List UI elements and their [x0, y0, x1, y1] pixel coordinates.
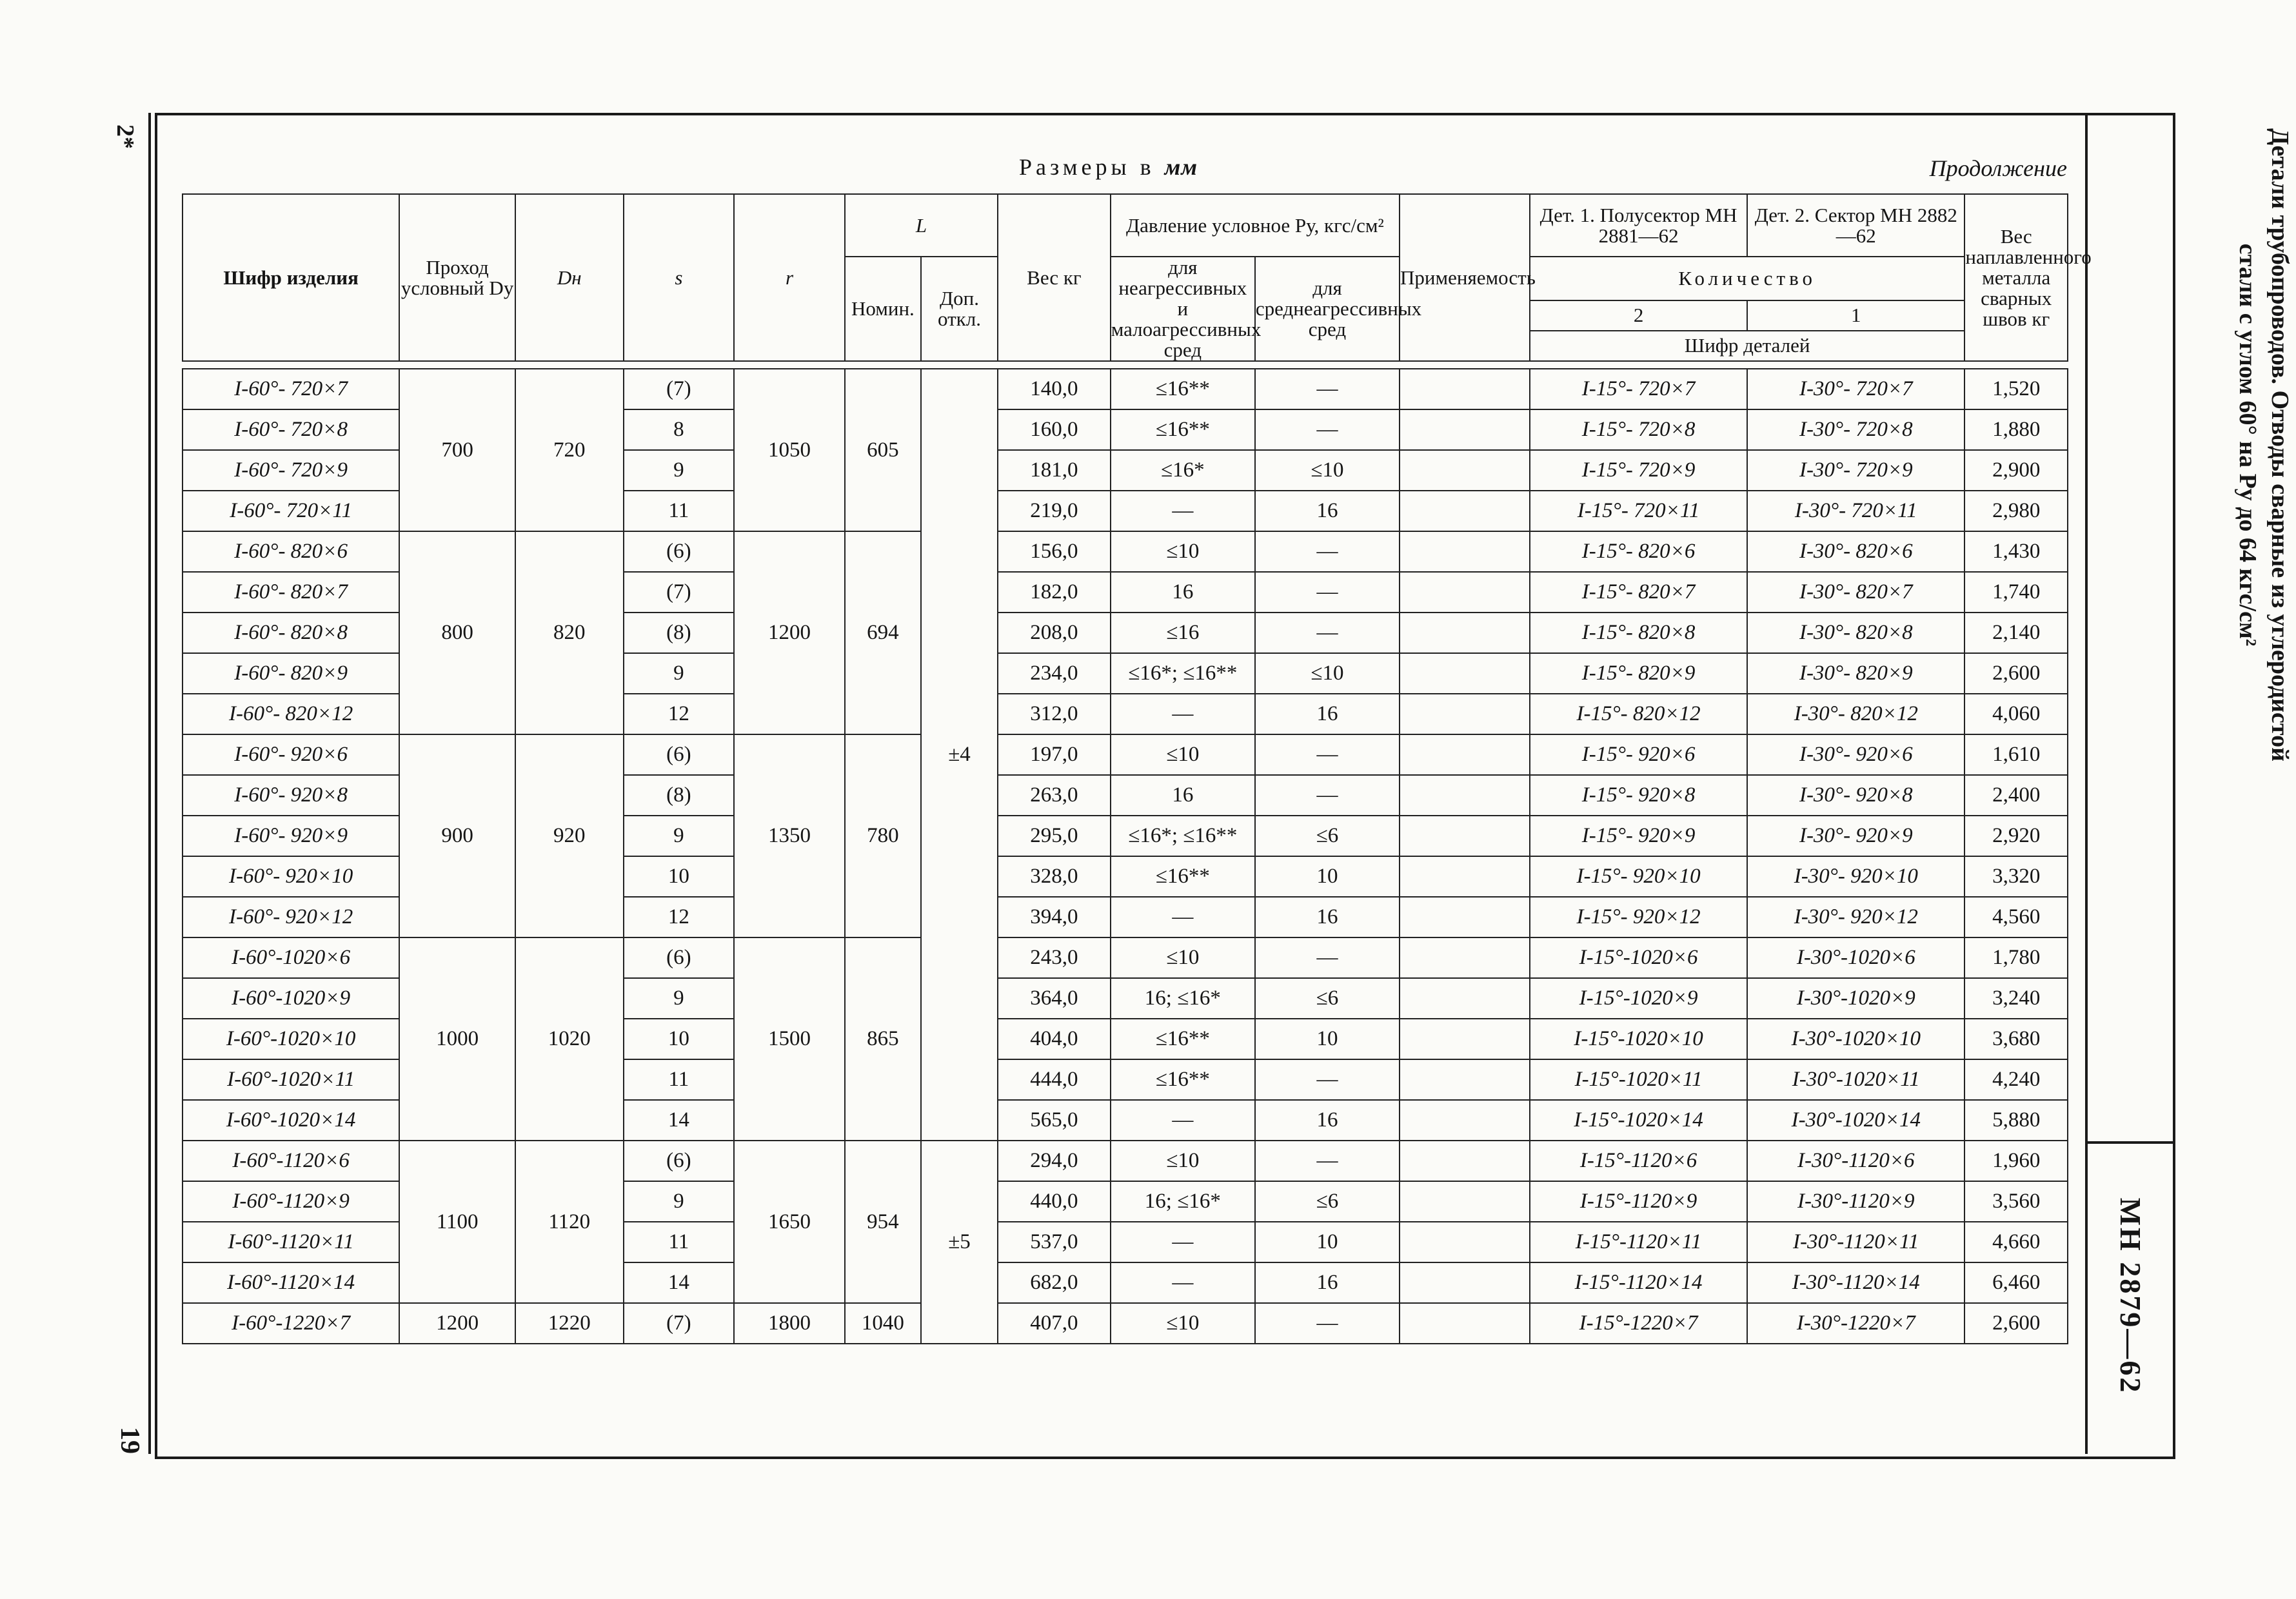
side-panel-divider — [2085, 1141, 2173, 1144]
cell-pressure-a: ≤10 — [1111, 531, 1255, 572]
cell-pressure-b: 16 — [1255, 1262, 1400, 1303]
cell-pressure-a: — — [1111, 694, 1255, 734]
cell-s: 12 — [624, 694, 735, 734]
cell-code: I-60°-1120×11 — [183, 1222, 399, 1262]
cell-weld: 6,460 — [1964, 1262, 2068, 1303]
cell-pressure-a: ≤10 — [1111, 1141, 1255, 1181]
cell-pressure-a: ≤16** — [1111, 369, 1255, 409]
header-pressure-b: для среднеагрессивных сред — [1255, 257, 1400, 361]
cell-dn: 720 — [515, 369, 624, 531]
cell-r: 1650 — [734, 1141, 845, 1303]
cell-dy: 1200 — [399, 1303, 515, 1344]
cell-det2: I-30°- 720×9 — [1747, 450, 1964, 491]
cell-applicability — [1400, 734, 1530, 775]
header-weight: Вес кг — [998, 194, 1111, 361]
cell-code: I-60°- 920×12 — [183, 897, 399, 937]
cell-det2: I-30°- 820×6 — [1747, 531, 1964, 572]
cell-applicability — [1400, 937, 1530, 978]
cell-code: I-60°- 920×9 — [183, 816, 399, 856]
cell-weight: 182,0 — [998, 572, 1111, 613]
cell-code: I-60°- 820×6 — [183, 531, 399, 572]
cell-det1: I-15°- 920×6 — [1530, 734, 1747, 775]
cell-pressure-a: 16 — [1111, 572, 1255, 613]
cell-dy: 700 — [399, 369, 515, 531]
cell-det1: I-15°- 820×7 — [1530, 572, 1747, 613]
cell-s: 14 — [624, 1100, 735, 1141]
cell-applicability — [1400, 369, 1530, 409]
cell-pressure-b: — — [1255, 1141, 1400, 1181]
cell-code: I-60°- 820×7 — [183, 572, 399, 613]
cell-det2: I-30°- 720×8 — [1747, 409, 1964, 450]
cell-weight: 682,0 — [998, 1262, 1111, 1303]
cell-det2: I-30°- 820×12 — [1747, 694, 1964, 734]
cell-det1: I-15°-1220×7 — [1530, 1303, 1747, 1344]
cell-weld: 2,600 — [1964, 653, 2068, 694]
cell-weight: 156,0 — [998, 531, 1111, 572]
cell-det1: I-15°- 920×9 — [1530, 816, 1747, 856]
header-L-nominal: Номин. — [845, 257, 921, 361]
cell-pressure-b: 10 — [1255, 1019, 1400, 1059]
cell-pressure-b: — — [1255, 1059, 1400, 1100]
cell-code: I-60°- 720×9 — [183, 450, 399, 491]
header-det2: Дет. 2. Сектор МН 2882—62 — [1747, 194, 1964, 257]
cell-weld: 1,520 — [1964, 369, 2068, 409]
cell-weight: 444,0 — [998, 1059, 1111, 1100]
cell-code: I-60°-1020×6 — [183, 937, 399, 978]
cell-det2: I-30°-1120×9 — [1747, 1181, 1964, 1222]
cell-pressure-b: — — [1255, 937, 1400, 978]
cell-det2: I-30°-1120×11 — [1747, 1222, 1964, 1262]
header-quantity: Количество — [1530, 257, 1964, 300]
cell-applicability — [1400, 1303, 1530, 1344]
cell-applicability — [1400, 897, 1530, 937]
cell-r: 1050 — [734, 369, 845, 531]
cell-r: 1500 — [734, 937, 845, 1141]
cell-det1: I-15°- 820×8 — [1530, 613, 1747, 653]
cell-weight: 140,0 — [998, 369, 1111, 409]
continued-label: Продолжение — [1929, 155, 2067, 181]
cell-s: (8) — [624, 775, 735, 816]
cell-code: I-60°-1020×10 — [183, 1019, 399, 1059]
cell-code: I-60°- 920×6 — [183, 734, 399, 775]
cell-applicability — [1400, 491, 1530, 531]
cell-pressure-b: ≤6 — [1255, 978, 1400, 1019]
sizes-note — [1019, 153, 1198, 181]
cell-det1: I-15°-1120×6 — [1530, 1141, 1747, 1181]
cell-det1: I-15°- 720×11 — [1530, 491, 1747, 531]
cell-det2: I-30°-1020×14 — [1747, 1100, 1964, 1141]
cell-weld: 5,880 — [1964, 1100, 2068, 1141]
cell-weight: 565,0 — [998, 1100, 1111, 1141]
cell-weight: 160,0 — [998, 409, 1111, 450]
cell-weld: 4,240 — [1964, 1059, 2068, 1100]
cell-pressure-b: — — [1255, 409, 1400, 450]
cell-weld: 1,740 — [1964, 572, 2068, 613]
cell-pressure-a: 16; ≤16* — [1111, 978, 1255, 1019]
cell-code: I-60°-1120×6 — [183, 1141, 399, 1181]
cell-L: 780 — [845, 734, 921, 937]
cell-dn: 920 — [515, 734, 624, 937]
header-weld: Вес наплавленного металла сварных швов кг — [1964, 194, 2068, 361]
table-row — [183, 1141, 2068, 1181]
cell-pressure-a: 16; ≤16* — [1111, 1181, 1255, 1222]
cell-L: 865 — [845, 937, 921, 1141]
table-body — [183, 361, 2068, 1344]
cell-applicability — [1400, 978, 1530, 1019]
cell-weight: 197,0 — [998, 734, 1111, 775]
cell-code: I-60°- 720×7 — [183, 369, 399, 409]
cell-applicability — [1400, 613, 1530, 653]
cell-code: I-60°-1020×14 — [183, 1100, 399, 1141]
cell-pressure-b: — — [1255, 734, 1400, 775]
header-dy: Проход условный Dу — [399, 194, 515, 361]
cell-pressure-b: 10 — [1255, 1222, 1400, 1262]
cell-weld: 1,880 — [1964, 409, 2068, 450]
cell-dn: 1020 — [515, 937, 624, 1141]
cell-dy: 900 — [399, 734, 515, 937]
cell-pressure-a: ≤10 — [1111, 937, 1255, 978]
cell-s: (6) — [624, 734, 735, 775]
cell-code: I-60°- 720×11 — [183, 491, 399, 531]
cell-applicability — [1400, 1181, 1530, 1222]
cell-det2: I-30°- 920×6 — [1747, 734, 1964, 775]
cell-dy: 1100 — [399, 1141, 515, 1303]
cell-pressure-b: ≤10 — [1255, 653, 1400, 694]
cell-det1: I-15°- 720×8 — [1530, 409, 1747, 450]
cell-applicability — [1400, 409, 1530, 450]
cell-dy: 800 — [399, 531, 515, 734]
sizes-note-prefix: Размеры в — [1019, 154, 1155, 180]
sizes-note-unit: мм — [1164, 154, 1198, 180]
table-row — [183, 369, 2068, 409]
cell-weld: 2,980 — [1964, 491, 2068, 531]
cell-pressure-a: ≤16** — [1111, 856, 1255, 897]
cell-det2: I-30°- 820×7 — [1747, 572, 1964, 613]
cell-weld: 4,560 — [1964, 897, 2068, 937]
cell-pressure-b: 10 — [1255, 856, 1400, 897]
cell-weld: 2,900 — [1964, 450, 2068, 491]
cell-pressure-a: — — [1111, 491, 1255, 531]
cell-weld: 1,610 — [1964, 734, 2068, 775]
cell-weight: 208,0 — [998, 613, 1111, 653]
cell-weld: 2,400 — [1964, 775, 2068, 816]
cell-pressure-b: 16 — [1255, 694, 1400, 734]
cell-det2: I-30°- 720×7 — [1747, 369, 1964, 409]
header-L-tolerance: Доп. откл. — [921, 257, 998, 361]
cell-dn: 820 — [515, 531, 624, 734]
cell-det2: I-30°- 720×11 — [1747, 491, 1964, 531]
cell-s: (8) — [624, 613, 735, 653]
cell-s: (7) — [624, 369, 735, 409]
cell-L: 954 — [845, 1141, 921, 1303]
cell-pressure-a: ≤16*; ≤16** — [1111, 816, 1255, 856]
cell-code: I-60°- 820×9 — [183, 653, 399, 694]
cell-applicability — [1400, 1019, 1530, 1059]
cell-det1: I-15°- 720×9 — [1530, 450, 1747, 491]
cell-applicability — [1400, 775, 1530, 816]
cell-code: I-60°-1020×11 — [183, 1059, 399, 1100]
cell-det2: I-30°-1020×6 — [1747, 937, 1964, 978]
cell-det1: I-15°- 820×9 — [1530, 653, 1747, 694]
cell-det1: I-15°-1120×14 — [1530, 1262, 1747, 1303]
cell-weld: 3,680 — [1964, 1019, 2068, 1059]
cell-weld: 4,660 — [1964, 1222, 2068, 1262]
cell-det1: I-15°- 720×7 — [1530, 369, 1747, 409]
cell-pressure-a: ≤16* — [1111, 450, 1255, 491]
cell-code: I-60°-1120×14 — [183, 1262, 399, 1303]
header-code: Шифр изделия — [183, 194, 399, 361]
cell-det1: I-15°- 920×12 — [1530, 897, 1747, 937]
table-row — [183, 734, 2068, 775]
cell-L: 605 — [845, 369, 921, 531]
cell-pressure-b: 16 — [1255, 491, 1400, 531]
cell-weld: 2,600 — [1964, 1303, 2068, 1344]
cell-pressure-b: ≤10 — [1255, 450, 1400, 491]
cell-weight: 537,0 — [998, 1222, 1111, 1262]
cell-r: 1350 — [734, 734, 845, 937]
cell-applicability — [1400, 694, 1530, 734]
cell-weld: 1,780 — [1964, 937, 2068, 978]
cell-weld: 1,960 — [1964, 1141, 2068, 1181]
cell-pressure-a: ≤16** — [1111, 409, 1255, 450]
cell-applicability — [1400, 1100, 1530, 1141]
cell-applicability — [1400, 1262, 1530, 1303]
cell-det2: I-30°-1120×6 — [1747, 1141, 1964, 1181]
header-detail-codes: Шифр деталей — [1530, 331, 1964, 361]
cell-weld: 4,060 — [1964, 694, 2068, 734]
cell-det2: I-30°- 820×8 — [1747, 613, 1964, 653]
cell-pressure-a: — — [1111, 897, 1255, 937]
cell-applicability — [1400, 572, 1530, 613]
cell-det1: I-15°-1020×14 — [1530, 1100, 1747, 1141]
cell-pressure-a: ≤16** — [1111, 1019, 1255, 1059]
cell-pressure-b: — — [1255, 572, 1400, 613]
cell-det1: I-15°- 920×10 — [1530, 856, 1747, 897]
cell-applicability — [1400, 816, 1530, 856]
header-det1: Дет. 1. Полусектор МН 2881—62 — [1530, 194, 1747, 257]
page-number: 19 — [115, 1427, 144, 1454]
cell-weight: 394,0 — [998, 897, 1111, 937]
cell-weight: 243,0 — [998, 937, 1111, 978]
cell-pressure-a: ≤16*; ≤16** — [1111, 653, 1255, 694]
cell-det2: I-30°-1020×9 — [1747, 978, 1964, 1019]
cell-L: 694 — [845, 531, 921, 734]
cell-pressure-a: ≤10 — [1111, 1303, 1255, 1344]
pipe-bends-table — [182, 193, 2092, 1344]
cell-code: I-60°-1120×9 — [183, 1181, 399, 1222]
cell-pressure-a: — — [1111, 1262, 1255, 1303]
cell-code: I-60°- 820×8 — [183, 613, 399, 653]
cell-dn: 1120 — [515, 1141, 624, 1303]
cell-det2: I-30°- 820×9 — [1747, 653, 1964, 694]
cell-weight: 219,0 — [998, 491, 1111, 531]
cell-s: 9 — [624, 816, 735, 856]
cell-pressure-b: ≤6 — [1255, 1181, 1400, 1222]
cell-code: I-60°-1020×9 — [183, 978, 399, 1019]
cell-weight: 294,0 — [998, 1141, 1111, 1181]
standard-code: МН 2879—62 — [2114, 1197, 2147, 1395]
cell-det1: I-15°-1020×11 — [1530, 1059, 1747, 1100]
cell-L: 1040 — [845, 1303, 921, 1344]
cell-code: I-60°- 920×10 — [183, 856, 399, 897]
cell-code: I-60°-1220×7 — [183, 1303, 399, 1344]
cell-det2: I-30°- 920×8 — [1747, 775, 1964, 816]
cell-s: 10 — [624, 856, 735, 897]
header-q1: 2 — [1530, 300, 1747, 331]
cell-applicability — [1400, 653, 1530, 694]
cell-weld: 2,140 — [1964, 613, 2068, 653]
cell-weld: 3,240 — [1964, 978, 2068, 1019]
cell-det2: I-30°-1220×7 — [1747, 1303, 1964, 1344]
cell-weight: 364,0 — [998, 978, 1111, 1019]
cell-r: 1200 — [734, 531, 845, 734]
cell-weld: 3,320 — [1964, 856, 2068, 897]
cell-applicability — [1400, 450, 1530, 491]
cell-weight: 181,0 — [998, 450, 1111, 491]
header-s: s — [624, 194, 735, 361]
cell-pressure-b: — — [1255, 1303, 1400, 1344]
cell-det1: I-15°- 820×6 — [1530, 531, 1747, 572]
cell-det1: I-15°-1020×6 — [1530, 937, 1747, 978]
cell-det1: I-15°-1120×11 — [1530, 1222, 1747, 1262]
side-title: Детали трубопроводов. Отводы сварные из углеродистой стали с углом 60° на Pу до 64 кгс/см² — [2234, 128, 2293, 761]
cell-weight: 407,0 — [998, 1303, 1111, 1344]
cell-s: 11 — [624, 1222, 735, 1262]
cell-det2: I-30°- 920×12 — [1747, 897, 1964, 937]
cell-det1: I-15°- 920×8 — [1530, 775, 1747, 816]
cell-pressure-b: 16 — [1255, 1100, 1400, 1141]
cell-weight: 440,0 — [998, 1181, 1111, 1222]
cell-s: 8 — [624, 409, 735, 450]
cell-s: (7) — [624, 572, 735, 613]
cell-pressure-b: — — [1255, 369, 1400, 409]
cell-weight: 234,0 — [998, 653, 1111, 694]
cell-weight: 328,0 — [998, 856, 1111, 897]
table-row — [183, 1303, 2068, 1344]
cell-s: 9 — [624, 450, 735, 491]
header-dn: Dн — [515, 194, 624, 361]
cell-code: I-60°- 720×8 — [183, 409, 399, 450]
cell-s: 12 — [624, 897, 735, 937]
header-L: L — [845, 194, 998, 257]
cell-pressure-b: — — [1255, 613, 1400, 653]
page-mark: 2* — [112, 124, 139, 149]
cell-weld: 1,430 — [1964, 531, 2068, 572]
header-r: r — [734, 194, 845, 361]
cell-weight: 404,0 — [998, 1019, 1111, 1059]
cell-code: I-60°- 820×12 — [183, 694, 399, 734]
cell-weld: 3,560 — [1964, 1181, 2068, 1222]
cell-det1: I-15°- 820×12 — [1530, 694, 1747, 734]
cell-pressure-a: 16 — [1111, 775, 1255, 816]
cell-s: (6) — [624, 531, 735, 572]
cell-pressure-b: — — [1255, 775, 1400, 816]
cell-applicability — [1400, 1059, 1530, 1100]
cell-tolerance: ±5 — [921, 1141, 998, 1344]
cell-s: 14 — [624, 1262, 735, 1303]
cell-s: 10 — [624, 1019, 735, 1059]
cell-weld: 2,920 — [1964, 816, 2068, 856]
header-q2: 1 — [1747, 300, 1964, 331]
cell-det1: I-15°-1020×10 — [1530, 1019, 1747, 1059]
cell-s: (6) — [624, 937, 735, 978]
cell-pressure-b: — — [1255, 531, 1400, 572]
cell-s: 9 — [624, 978, 735, 1019]
cell-applicability — [1400, 856, 1530, 897]
cell-s: (6) — [624, 1141, 735, 1181]
cell-pressure-a: ≤16 — [1111, 613, 1255, 653]
table-row — [183, 937, 2068, 978]
cell-r: 1800 — [734, 1303, 845, 1344]
cell-applicability — [1400, 531, 1530, 572]
cell-pressure-a: — — [1111, 1100, 1255, 1141]
cell-det2: I-30°-1020×10 — [1747, 1019, 1964, 1059]
cell-applicability — [1400, 1141, 1530, 1181]
table-row — [183, 531, 2068, 572]
cell-s: 11 — [624, 491, 735, 531]
cell-det2: I-30°- 920×10 — [1747, 856, 1964, 897]
cell-pressure-b: ≤6 — [1255, 816, 1400, 856]
cell-pressure-a: ≤16** — [1111, 1059, 1255, 1100]
left-border-line — [148, 113, 151, 1454]
cell-weight: 312,0 — [998, 694, 1111, 734]
cell-applicability — [1400, 1222, 1530, 1262]
cell-det2: I-30°-1120×14 — [1747, 1262, 1964, 1303]
cell-s: 11 — [624, 1059, 735, 1100]
cell-s: 9 — [624, 1181, 735, 1222]
header-pressure-a: для неагрессивных и малоагрессивных сред — [1111, 256, 1262, 361]
cell-pressure-b: 16 — [1255, 897, 1400, 937]
cell-code: I-60°- 920×8 — [183, 775, 399, 816]
cell-tolerance: ±4 — [921, 369, 998, 1141]
header-applicability: Применяемость — [1400, 194, 1530, 361]
cell-s: (7) — [624, 1303, 735, 1344]
cell-s: 9 — [624, 653, 735, 694]
cell-pressure-a: — — [1111, 1222, 1255, 1262]
cell-weight: 263,0 — [998, 775, 1111, 816]
cell-dy: 1000 — [399, 937, 515, 1141]
cell-weight: 295,0 — [998, 816, 1111, 856]
cell-pressure-a: ≤10 — [1111, 734, 1255, 775]
cell-det2: I-30°- 920×9 — [1747, 816, 1964, 856]
cell-det1: I-15°-1120×9 — [1530, 1181, 1747, 1222]
header-gap — [183, 361, 2068, 369]
cell-det2: I-30°-1020×11 — [1747, 1059, 1964, 1100]
cell-dn: 1220 — [515, 1303, 624, 1344]
header-pressure: Давление условное Pу, кгс/см² — [1111, 194, 1400, 257]
cell-det1: I-15°-1020×9 — [1530, 978, 1747, 1019]
